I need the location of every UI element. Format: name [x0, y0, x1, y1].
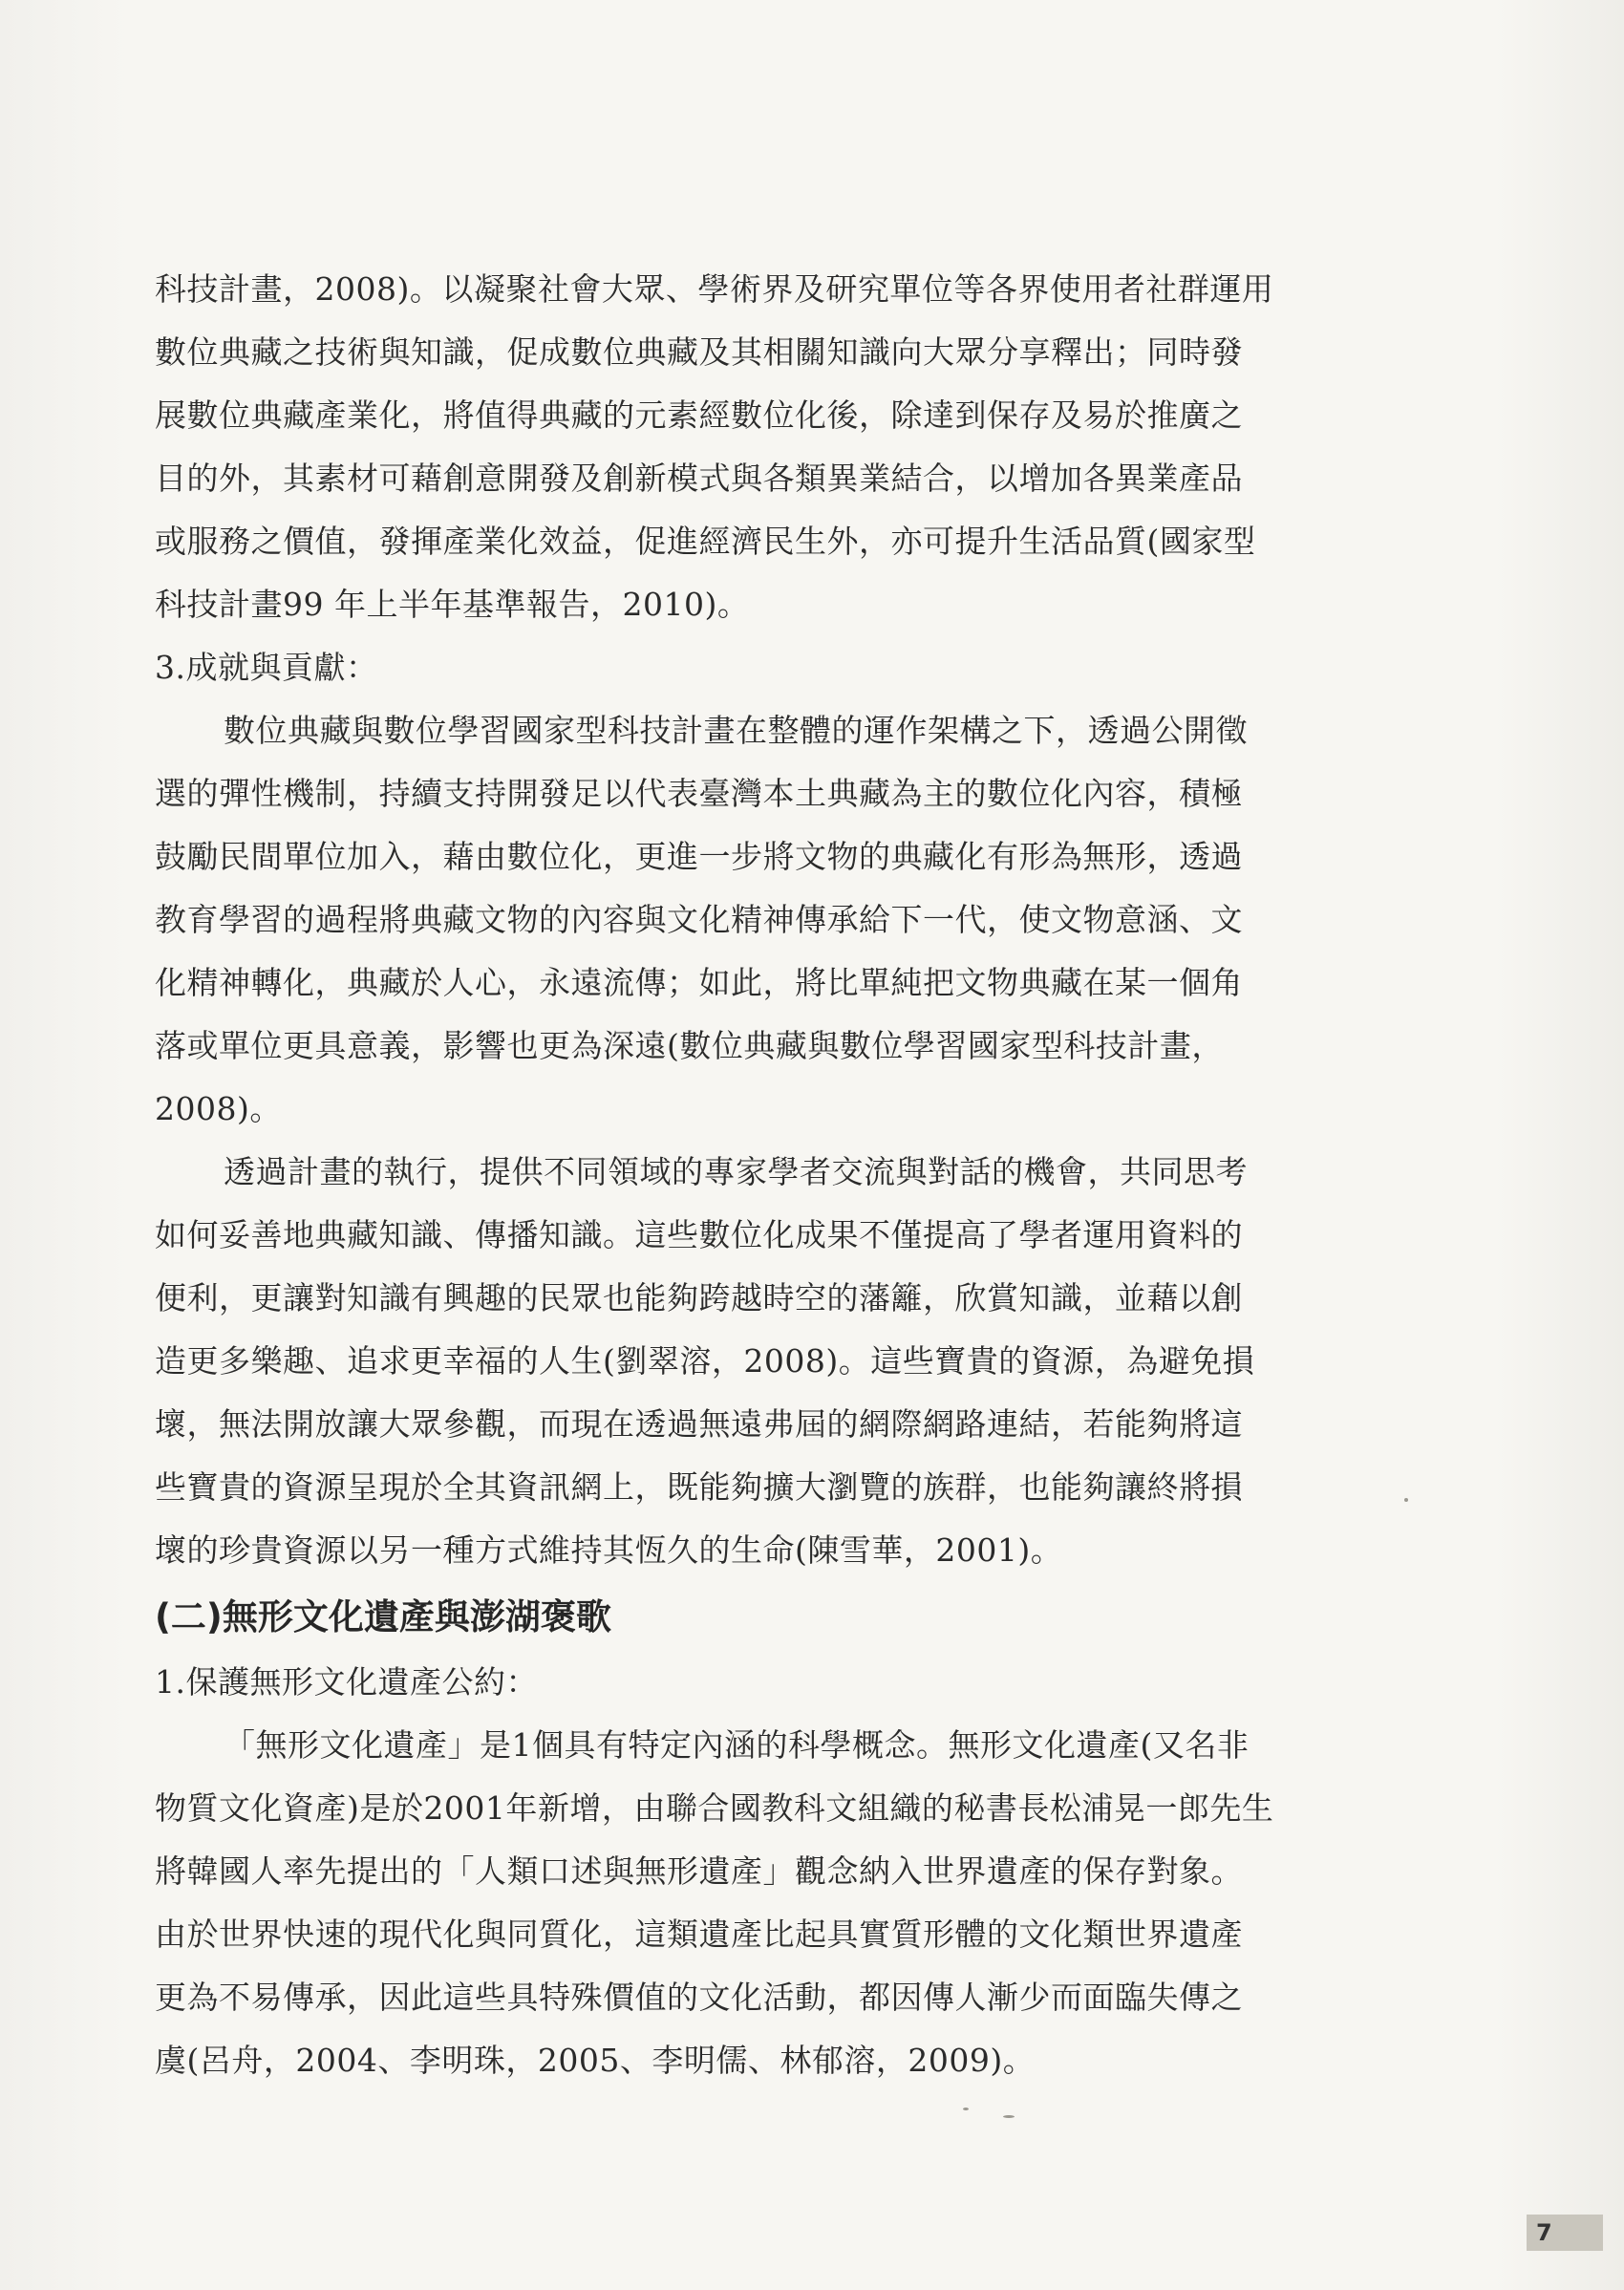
paragraph-line: 更為不易傳承，因此這些具特殊價值的文化活動，都因傳人漸少而面臨失傳之 — [155, 1979, 1243, 2016]
paragraph-line: 數位典藏之技術與知識，促成數位典藏及其相關知識向大眾分享釋出；同時發 — [155, 333, 1243, 371]
paragraph-line: 由於世界快速的現代化與同質化，這類遺產比起具實質形體的文化類世界遺產 — [155, 1915, 1243, 1953]
paragraph-line: 2008)。 — [155, 1090, 282, 1127]
scan-speck — [1404, 1498, 1408, 1502]
paragraph-line: 便利，更讓對知識有興趣的民眾也能夠跨越時空的藩籬，欣賞知識，並藉以創 — [155, 1279, 1243, 1316]
paragraph-line: 或服務之價值，發揮產業化效益，促進經濟民生外，亦可提升生活品質(國家型 — [155, 523, 1256, 560]
paragraph-line: 虞(呂舟，2004、李明珠，2005、李明儒、林郁溶，2009)。 — [155, 2042, 1036, 2079]
paragraph-line: 如何妥善地典藏知識、傳播知識。這些數位化成果不僅提高了學者運用資料的 — [155, 1216, 1243, 1253]
paragraph-line: 造更多樂趣、追求更幸福的人生(劉翠溶，2008)。這些寶貴的資源，為避免損 — [155, 1342, 1255, 1380]
paragraph-line: 壞，無法開放讓大眾參觀，而現在透過無遠弗屆的網際網路連結，若能夠將這 — [155, 1405, 1243, 1443]
paragraph-line: 物質文化資產)是於2001年新增，由聯合國教科文組織的秘書長松浦晃一郎先生 — [155, 1789, 1274, 1827]
paragraph-line: 目的外，其素材可藉創意開發及創新模式與各類異業結合，以增加各異業產品 — [155, 460, 1243, 497]
paragraph-line: 落或單位更具意義，影響也更為深遠(數位典藏與數位學習國家型科技計畫， — [155, 1027, 1224, 1064]
scan-speck — [963, 2108, 969, 2110]
paragraph-line: 「無形文化遺產」是1個具有特定內涵的科學概念。無形文化遺產(又名非 — [224, 1726, 1250, 1764]
paragraph-line: 壞的珍貴資源以另一種方式維持其恆久的生命(陳雪華，2001)。 — [155, 1531, 1063, 1569]
section-heading: (二)無形文化遺產與澎湖褒歌 — [155, 1596, 611, 1637]
paragraph-line: 化精神轉化，典藏於人心，永遠流傳；如此，將比單純把文物典藏在某一個角 — [155, 964, 1243, 1001]
paragraph-line: 教育學習的過程將典藏文物的內容與文化精神傳承給下一代，使文物意涵、文 — [155, 901, 1243, 938]
body-text — [155, 258, 1366, 2092]
paragraph-line: 選的彈性機制，持續支持開發足以代表臺灣本土典藏為主的數位化內容，積極 — [155, 775, 1243, 812]
paragraph-line: 科技計畫，2008)。以凝聚社會大眾、學術界及研究單位等各界使用者社群運用 — [155, 270, 1274, 308]
paragraph-line: 展數位典藏產業化，將值得典藏的元素經數位化後，除達到保存及易於推廣之 — [155, 396, 1243, 434]
paragraph-line: 將韓國人率先提出的「人類口述與無形遺產」觀念納入世界遺產的保存對象。 — [155, 1852, 1243, 1890]
page-number: 7 — [1527, 2215, 1603, 2251]
list-item-heading: 3.成就與貢獻： — [155, 649, 378, 686]
paragraph-line: 科技計畫99 年上半年基準報告，2010)。 — [155, 586, 750, 623]
scan-speck — [1003, 2115, 1015, 2118]
paragraph-line: 數位典藏與數位學習國家型科技計畫在整體的運作架構之下，透過公開徵 — [224, 712, 1248, 749]
paragraph-line: 透過計畫的執行，提供不同領域的專家學者交流與對話的機會，共同思考 — [224, 1153, 1248, 1190]
paragraph-line: 鼓勵民間單位加入，藉由數位化，更進一步將文物的典藏化有形為無形，透過 — [155, 838, 1243, 875]
list-item-heading: 1.保護無形文化遺產公約： — [155, 1663, 538, 1701]
paragraph-line: 些寶貴的資源呈現於全其資訊網上，既能夠擴大瀏覽的族群，也能夠讓終將損 — [155, 1468, 1243, 1506]
